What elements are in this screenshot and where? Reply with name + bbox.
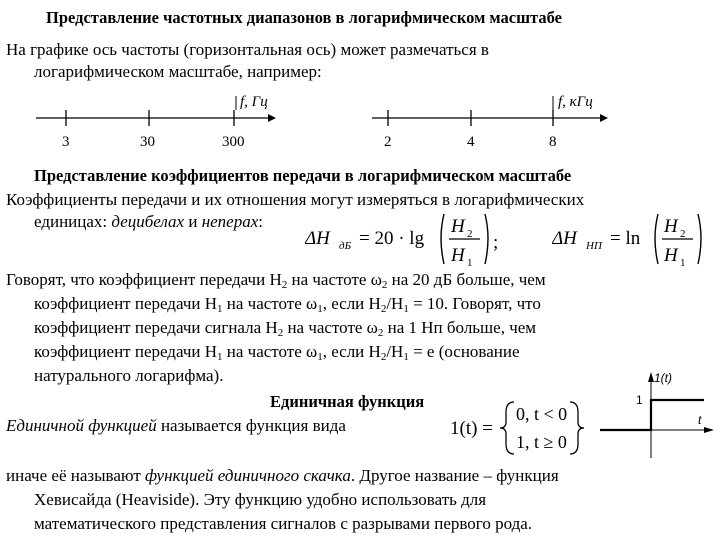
decibels-term: децибелах [111,212,185,231]
svg-text:ΔH: ΔH [305,228,330,249]
final-line1: иначе её называют функцией единичного скачка. Другое название – функция [6,466,559,485]
svg-text:H: H [664,216,678,237]
axis-left-ticklabel-2: 30 [140,134,155,150]
unit-function-term: Единичной функцией [6,416,157,435]
svg-text:2: 2 [680,228,686,240]
svg-text:= 20 · lg: = 20 · lg [359,228,425,249]
para-line4: коэффициент передачи $H_1$ на частоте $\omega_1$, если $H_2/H_1 = e$ (основание [34,342,520,363]
nepers-term: неперах [201,212,259,231]
svg-text:дБ: дБ [339,240,352,252]
svg-text:H: H [664,245,678,266]
section2-line2: единицах: децибелах и неперах: [34,212,264,231]
axis-left-ticklabel-1: 3 [62,134,70,150]
section2-line1: Коэффициенты передачи и их отношения могут измеряться в логарифмических [6,190,585,209]
section1-line2: логарифмическом масштабе, например: [34,62,322,81]
axis-left-ticklabel-3: 300 [222,134,245,150]
svg-text:0, t < 0: 0, t < 0 [516,404,568,424]
svg-text:1(t) =: 1(t) = [450,418,493,439]
unit-function-formula [450,396,590,460]
svg-text:t: t [698,413,702,427]
axis-right-ticklabel-2: 4 [467,134,475,150]
axis-left-label: f, Гц [240,94,268,110]
para-line3: коэффициент передачи сигнала $H_2$ на частоте $\omega_2$ на 1 Нп больше, чем [34,318,537,339]
section2-title: Представление коэффициентов передачи в логарифмическом масштабе [34,166,572,185]
svg-text:2: 2 [467,228,473,240]
formula-np [552,204,712,270]
para-line5: натурального логарифма). [34,366,224,385]
svg-text:1: 1 [636,393,643,407]
svg-text:= ln: = ln [610,228,641,249]
svg-text:;: ; [493,232,499,253]
axis-right-label: f, кГц [558,94,593,110]
svg-text:НП: НП [586,240,602,252]
log-axes-figure [0,88,720,158]
section3-title: Единичная функция [270,392,425,411]
axis-right-ticklabel-1: 2 [384,134,392,150]
step-function-graph [596,368,716,464]
axis-right-ticklabel-3: 8 [549,134,557,150]
final-line2: Хевисайда (Heaviside). Эту функцию удобно использовать для [34,490,487,509]
svg-text:ΔH: ΔH [552,228,577,249]
para-line2: коэффициент передачи $H_1$ на частоте $\omega_1$, если $H_2/H_1 = 10$. Говорят, что [34,294,541,315]
final-line3: математического представления сигналов с разрывами первого рода. [34,514,533,533]
svg-text:1: 1 [680,257,686,269]
section1-title: Представление частотных диапазонов в логарифмическом масштабе [46,8,562,27]
unit-function-definition: Единичной функцией называется функция вида [6,416,346,435]
axis-right [372,94,608,150]
svg-text:H: H [451,216,465,237]
svg-text:H: H [451,245,465,266]
svg-text:1: 1 [467,257,473,269]
axis-left [36,94,276,150]
step-curve [600,400,704,430]
formula-db [305,204,525,270]
svg-text:1(t): 1(t) [654,371,672,385]
step-function-term: функцией единичного скачка [145,466,351,485]
svg-text:1, t ≥ 0: 1, t ≥ 0 [516,432,567,452]
section1-line1: На графике ось частоты (горизонтальная ось) может размечаться в [6,40,489,59]
para-line1: Говорят, что коэффициент передачи $H_2$ на частоте $\omega_2$ на 20 дБ больше, чем [6,270,546,291]
